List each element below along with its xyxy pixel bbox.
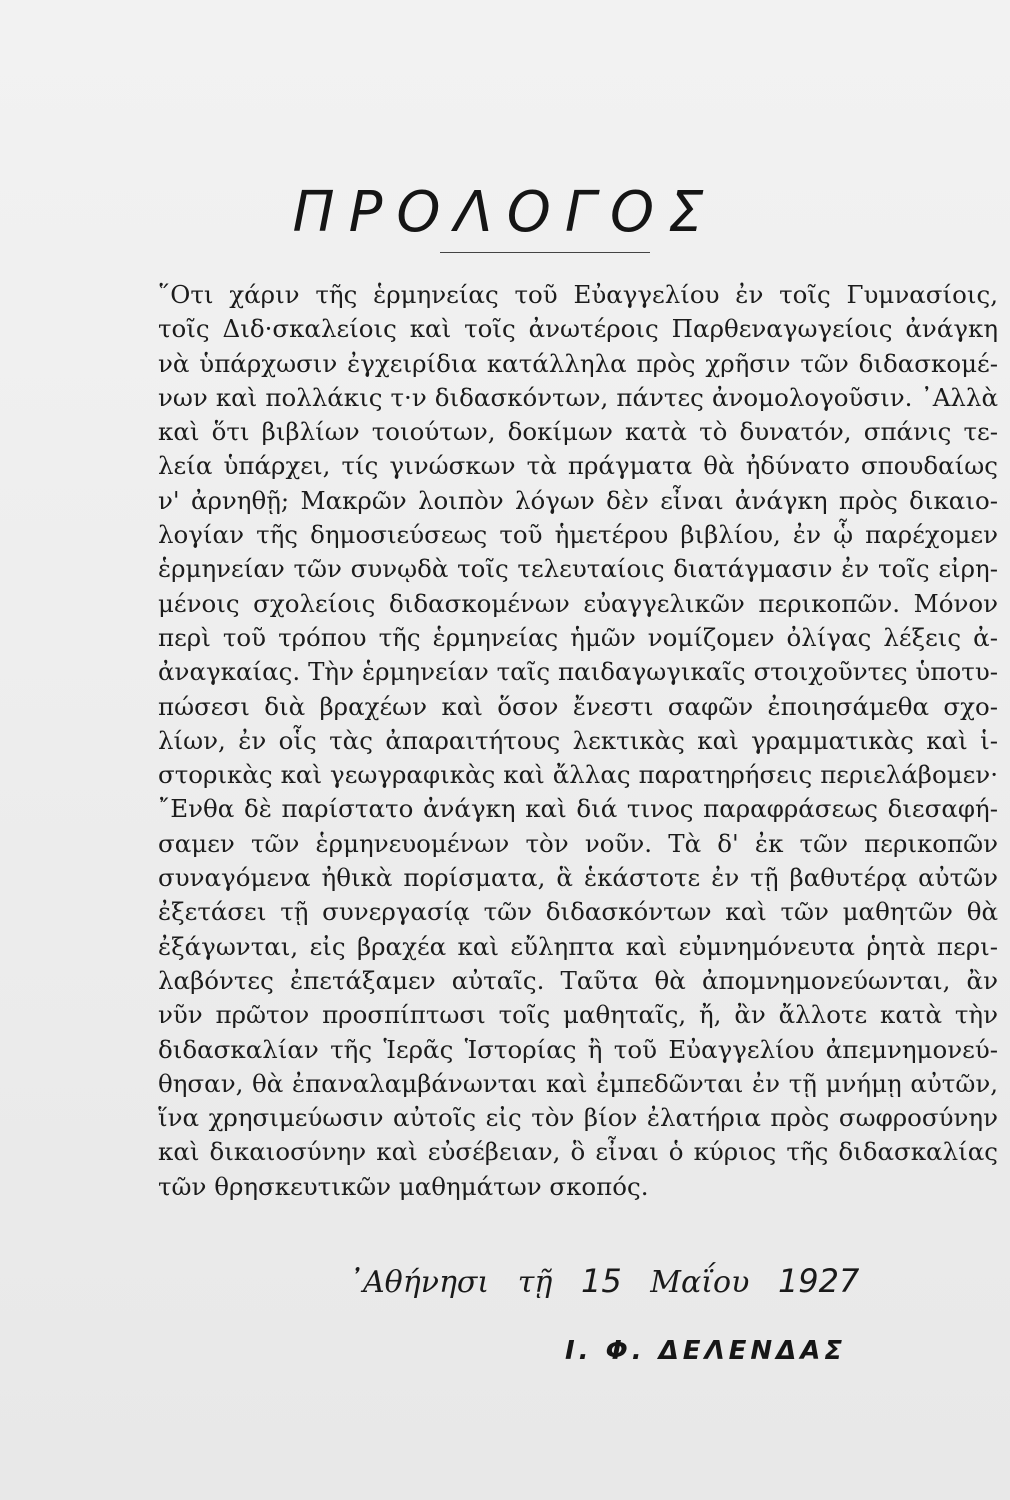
text-line: ἑρμηνείαν τῶν συνῳδὰ τοῖς τελευταίοις διατάγμασιν ἐν τοῖς εἰρη- [158,554,998,584]
text-line: καὶ ὅτι βιβλίων τοιούτων, δοκίμων κατὰ τὸ δυνατόν, σπάνις τε- [158,417,998,447]
text-line: νῦν πρῶτον προσπίπτωσι τοῖς μαθηταῖς, ἤ, ἂν ἄλλοτε κατὰ τὴν [158,1000,998,1030]
author-signature: Ι. Φ. ΔΕΛΕΝΔΑΣ [565,1336,847,1366]
text-line: λίων, ἐν οἷς τὰς ἀπαραιτήτους λεκτικὰς καὶ γραμματικὰς καὶ ἱ- [158,725,998,755]
text-line: ἐξετάσει τῇ συνεργασίᾳ τῶν διδασκόντων καὶ τῶν μαθητῶν θὰ [158,897,998,927]
dateline [348,1262,859,1300]
text-line: διδασκαλίαν τῆς Ἱερᾶς Ἱστορίας ἢ τοῦ Εὐαγγελίου ἀπεμνημονεύ- [158,1034,998,1064]
dateline-year: 1927 [777,1262,860,1300]
text-line: θησαν, θὰ ἐπαναλαμβάνωνται καὶ ἐμπεδῶνται ἐν τῇ μνήμῃ αὐτῶν, [158,1068,998,1098]
text-line: ν' ἀρνηθῇ; Μακρῶν λοιπὸν λόγων δὲν εἶναι ἀνάγκη πρὸς δικαιο- [158,485,998,515]
dateline-article: τῇ [517,1265,553,1300]
text-line: ἵνα χρησιμεύωσιν αὐτοῖς εἰς τὸν βίον ἐλατήρια πρὸς σωφροσύνην [158,1103,998,1133]
dateline-day: 15 [580,1262,622,1300]
text-line: τοῖς Διδ·σκαλείοις καὶ τοῖς ἀνωτέροις Παρθεναγωγείοις ἀνάγκη [158,314,998,344]
text-line: λογίαν τῆς δημοσιεύσεως τοῦ ἡμετέρου βιβλίου, ἐν ᾧ παρέχομεν [158,520,998,550]
text-line: στορικὰς καὶ γεωγραφικὰς καὶ ἄλλας παρατηρήσεις περιελάβομεν· [158,760,998,790]
text-line: συναγόμενα ἠθικὰ πορίσματα, ἃ ἑκάστοτε ἐν τῇ βαθυτέρᾳ αὐτῶν [158,863,998,893]
page-title: ΠΡΟΛΟΓΟΣ [292,180,718,245]
text-line: πώσεσι διὰ βραχέων καὶ ὅσον ἔνεστι σαφῶν ἐποιησάμεθα σχο- [158,691,998,721]
text-line: νὰ ὑπάρχωσιν ἐγχειρίδια κατάλληλα πρὸς χρῆσιν τῶν διδασκομέ- [158,348,998,378]
text-line: περὶ τοῦ τρόπου τῆς ἑρμηνείας ἡμῶν νομίζομεν ὀλίγας λέξεις ἀ- [158,622,998,652]
title-divider [440,252,650,253]
text-line: ἐξάγωνται, εἰς βραχέα καὶ εὔληπτα καὶ εὐμνημόνευτα ῥητὰ περι- [158,931,998,961]
text-line: λεία ὑπάρχει, τίς γινώσκων τὰ πράγματα θὰ ἠδύνατο σπουδαίως [158,451,998,481]
text-line: νων καὶ πολλάκις τ·ν διδασκόντων, πάντες ἀνομολογοῦσιν. ᾿Αλλὰ [158,382,998,412]
text-line: σαμεν τῶν ἑρμηνευομένων τὸν νοῦν. Τὰ δ' ἐκ τῶν περικοπῶν [158,828,998,858]
text-line: τῶν θρησκευτικῶν μαθημάτων σκοπός. [158,1171,649,1201]
preface-body [158,278,1010,1204]
dateline-place: ᾿Αθήνησι [348,1265,490,1300]
text-line: ῎Ενθα δὲ παρίστατο ἀνάγκη καὶ διά τινος παραφράσεως διεσαφή- [158,794,998,824]
text-line: ῞Οτι χάριν τῆς ἑρμηνείας τοῦ Εὐαγγελίου ἐν τοῖς Γυμνασίοις, [158,280,998,309]
text-line: μένοις σχολείοις διδασκομένων εὐαγγελικῶν περικοπῶν. Μόνον [158,588,998,618]
text-line: λαβόντες ἐπετάξαμεν αὐταῖς. Ταῦτα θὰ ἀπομνημονεύωνται, ἂν [158,965,998,995]
text-line: καὶ δικαιοσύνην καὶ εὐσέβειαν, ὃ εἶναι ὁ κύριος τῆς διδασκαλίας [158,1137,998,1167]
text-line: ἀναγκαίας. Τὴν ἑρμηνείαν ταῖς παιδαγωγικαῖς στοιχοῦντες ὑποτυ- [158,657,998,687]
dateline-month: Μαΐου [650,1265,750,1300]
